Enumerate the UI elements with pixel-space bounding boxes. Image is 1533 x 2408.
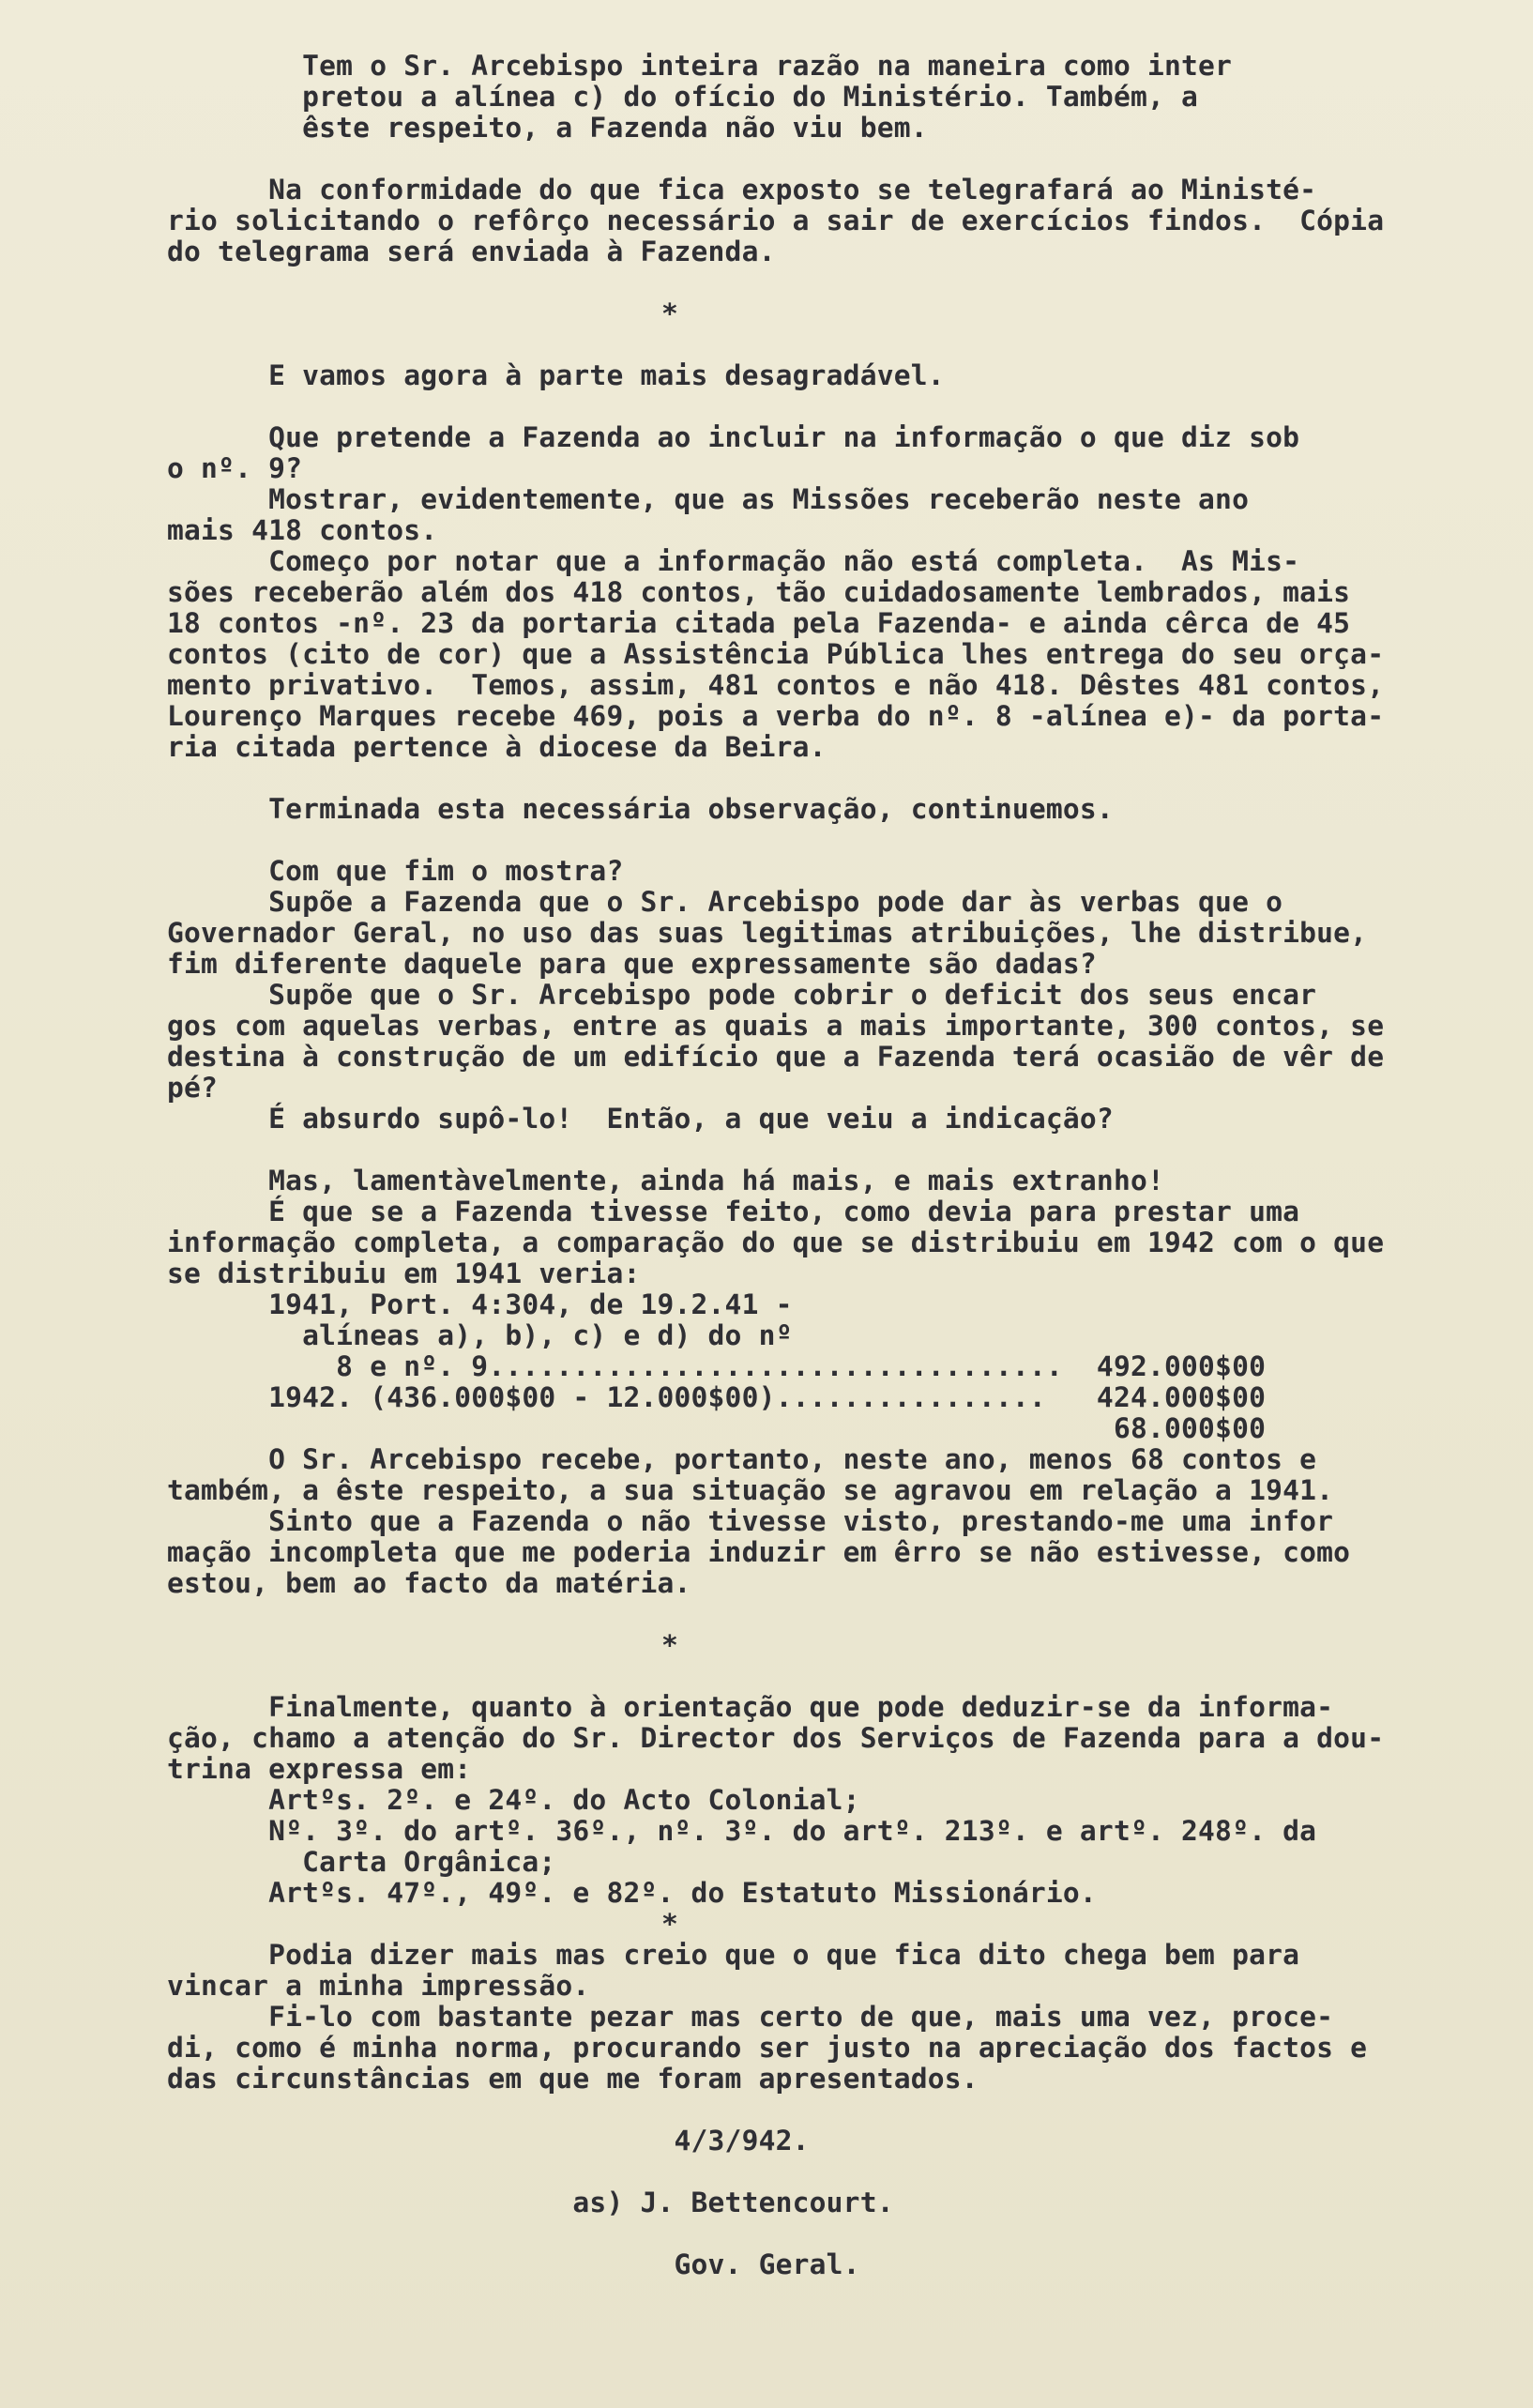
text-line: Artºs. 2º. e 24º. do Acto Colonial; xyxy=(167,1784,860,1816)
text-line: 18 contos -nº. 23 da portaria citada pela Fazenda- e ainda cêrca de 45 xyxy=(167,607,1351,639)
text-line: sões receberão além dos 418 contos, tão cuidadosamente lembrados, mais xyxy=(167,576,1351,608)
text-line: pretou a alínea c) do ofício do Ministério. Também, a xyxy=(167,81,1199,113)
text-line: Gov. Geral. xyxy=(167,2248,860,2280)
text-line: Artºs. 47º., 49º. e 82º. do Estatuto Missionário. xyxy=(167,1877,1097,1909)
blank-line xyxy=(167,2095,1518,2126)
blank-line xyxy=(167,2218,1518,2249)
text-line: fim diferente daquele para que expressamente são dadas? xyxy=(167,948,1097,980)
text-line: mento privativo. Temos, assim, 481 contos e não 418. Dêstes 481 contos, xyxy=(167,669,1385,701)
text-line: Na conformidade do que fica exposto se telegrafará ao Ministé- xyxy=(167,174,1317,206)
blank-line xyxy=(167,1599,1518,1630)
text-line: do telegrama será enviada à Fazenda. xyxy=(167,236,776,267)
text-line: Lourenço Marques recebe 469, pois a verba do nº. 8 -alínea e)- da porta- xyxy=(167,700,1385,732)
text-line: Carta Orgânica; xyxy=(167,1846,556,1878)
text-line: 68.000$00 xyxy=(167,1412,1267,1444)
text-line: vincar a minha impressão. xyxy=(167,1970,590,2002)
blank-line xyxy=(167,763,1518,794)
blank-line xyxy=(167,391,1518,422)
text-line: Que pretende a Fazenda ao incluir na informação o que diz sob xyxy=(167,421,1300,453)
text-line: Começo por notar que a informação não está completa. As Mis- xyxy=(167,545,1300,577)
blank-line xyxy=(167,144,1518,175)
blank-line xyxy=(167,825,1518,856)
text-line: também, a êste respeito, a sua situação se agravou em relação a 1941. xyxy=(167,1474,1334,1506)
section-separator: * xyxy=(661,1629,679,1661)
text-line: 1942. (436.000$00 - 12.000$00)................ 424.000$00 xyxy=(167,1381,1267,1413)
text-line: O Sr. Arcebispo recebe, portanto, neste ano, menos 68 contos e xyxy=(167,1443,1317,1475)
text-line: informação completa, a comparação do que se distribuiu em 1942 com o que xyxy=(167,1227,1385,1258)
text-line: Fi-lo com bastante pezar mas certo de que, mais uma vez, proce- xyxy=(167,2001,1334,2033)
text-line: destina à construção de um edifício que a Fazenda terá ocasião de vêr de xyxy=(167,1041,1385,1073)
document-body xyxy=(167,51,1518,2280)
text-line: ria citada pertence à diocese da Beira. xyxy=(167,731,827,763)
blank-line xyxy=(167,329,1518,360)
text-line: Supõe a Fazenda que o Sr. Arcebispo pode dar às verbas que o xyxy=(167,886,1283,918)
text-line: ção, chamo a atenção do Sr. Director dos Serviços de Fazenda para a dou- xyxy=(167,1722,1385,1754)
text-line: Mostrar, evidentemente, que as Missões receberão neste ano xyxy=(167,483,1250,515)
text-line: as) J. Bettencourt. xyxy=(167,2187,894,2218)
text-line: mais 418 contos. xyxy=(167,514,438,546)
blank-line xyxy=(167,1661,1518,1692)
text-line: das circunstâncias em que me foram apresentados. xyxy=(167,2063,979,2095)
text-line: êste respeito, a Fazenda não viu bem. xyxy=(167,112,928,144)
section-separator: * xyxy=(661,297,679,329)
text-line: Supõe que o Sr. Arcebispo pode cobrir o deficit dos seus encar xyxy=(167,979,1317,1011)
text-line: E vamos agora à parte mais desagradável. xyxy=(167,359,945,391)
text-line: Mas, lamentàvelmente, ainda há mais, e mais extranho! xyxy=(167,1165,1164,1196)
text-line: estou, bem ao facto da matéria. xyxy=(167,1567,691,1599)
text-line: É que se a Fazenda tivesse feito, como devia para prestar uma xyxy=(167,1196,1300,1227)
text-line: Podia dizer mais mas creio que o que fica dito chega bem para xyxy=(167,1939,1300,1971)
text-line: 8 e nº. 9.................................. 492.000$00 xyxy=(167,1350,1267,1382)
text-line: Governador Geral, no uso das suas legitimas atribuições, lhe distribue, xyxy=(167,917,1368,949)
text-line: Terminada esta necessária observação, continuemos. xyxy=(167,793,1114,825)
text-line: 4/3/942. xyxy=(167,2125,810,2157)
blank-line xyxy=(167,267,1518,298)
text-line: rio solicitando o refôrço necessário a sair de exercícios findos. Cópia xyxy=(167,205,1385,236)
text-line: Finalmente, quanto à orientação que pode deduzir-se da informa- xyxy=(167,1691,1334,1723)
text-line: o nº. 9? xyxy=(167,452,303,484)
text-line: Com que fim o mostra? xyxy=(167,855,624,887)
text-line: contos (cito de cor) que a Assistência Pública lhes entrega do seu orça- xyxy=(167,638,1385,670)
text-line: pé? xyxy=(167,1072,219,1104)
text-line: gos com aquelas verbas, entre as quais a mais importante, 300 contos, se xyxy=(167,1010,1385,1042)
text-line: trina expressa em: xyxy=(167,1753,472,1785)
section-separator: * xyxy=(661,1908,679,1940)
text-line: Nº. 3º. do artº. 36º., nº. 3º. do artº. 213º. e artº. 248º. da xyxy=(167,1815,1317,1847)
text-line: É absurdo supô-lo! Então, a que veiu a indicação? xyxy=(167,1103,1114,1135)
text-line: Tem o Sr. Arcebispo inteira razão na maneira como inter xyxy=(167,50,1233,82)
text-line: mação incompleta que me poderia induzir em êrro se não estivesse, como xyxy=(167,1536,1351,1568)
text-line: alíneas a), b), c) e d) do nº xyxy=(167,1319,793,1351)
text-line: Sinto que a Fazenda o não tivesse visto, prestando-me uma infor xyxy=(167,1505,1334,1537)
text-line: se distribuiu em 1941 veria: xyxy=(167,1257,641,1289)
blank-line xyxy=(167,2157,1518,2187)
text-line: 1941, Port. 4:304, de 19.2.41 - xyxy=(167,1288,793,1320)
text-line: di, como é minha norma, procurando ser justo na apreciação dos factos e xyxy=(167,2032,1368,2064)
blank-line xyxy=(167,1135,1518,1166)
